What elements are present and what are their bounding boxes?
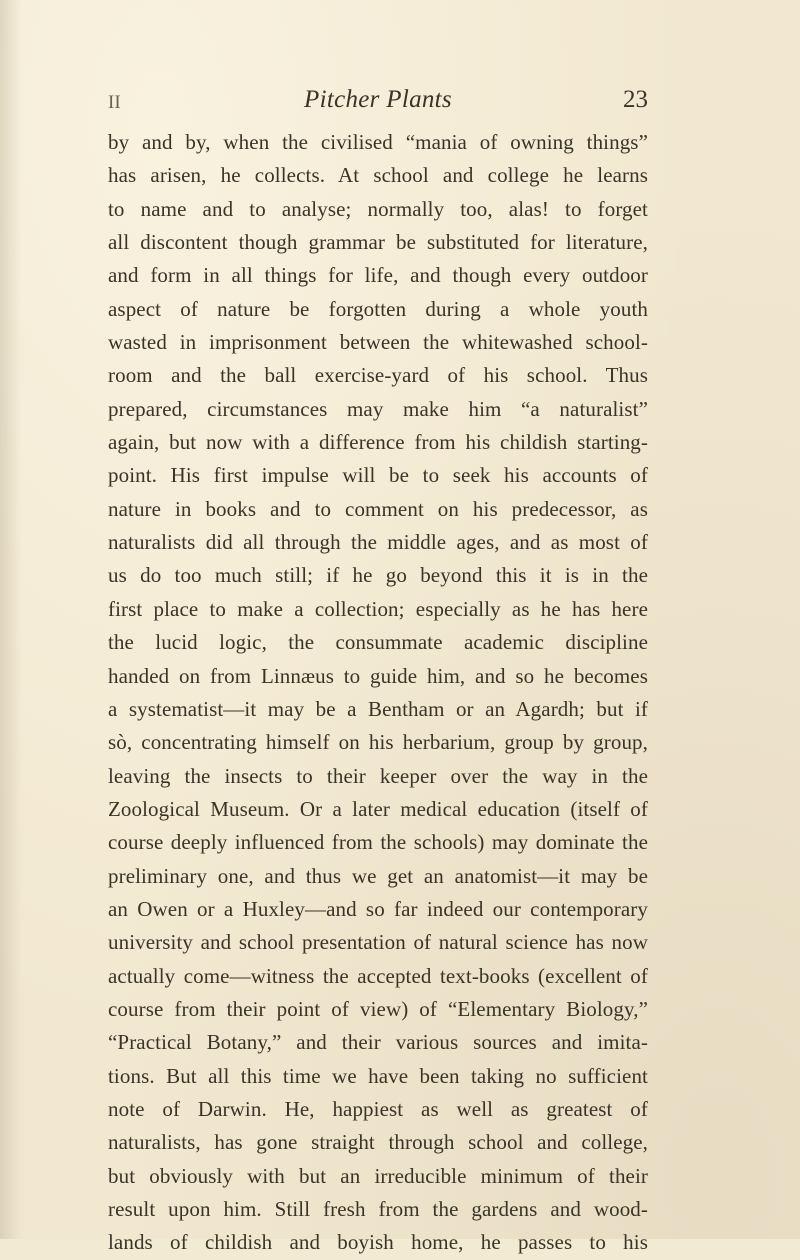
text-line: a systematist—it may be a Bentham or an Agardh; but if <box>108 696 648 721</box>
text-line: the lucid logic, the consummate academic discipline <box>108 630 648 655</box>
text-line: course from their point of view) of “Elementary Biology,” <box>108 996 648 1021</box>
text-line: all discontent though grammar be substituted for literature, <box>108 230 648 255</box>
text-line: university and school presentation of natural science has now <box>108 930 648 955</box>
text-line: sò, concentrating himself on his herbarium, group by group, <box>108 730 648 755</box>
text-line: Zoological Museum. Or a later medical education (itself of <box>108 796 648 821</box>
text-line: nature in books and to comment on his predecessor, as <box>108 496 648 521</box>
text-line: “Practical Botany,” and their various sources and imita- <box>108 1030 648 1055</box>
text-line: tions. But all this time we have been taking no sufficient <box>108 1063 648 1088</box>
text-line: us do too much still; if he go beyond this it is in the <box>108 563 648 588</box>
text-line: naturalists, has gone straight through school and college, <box>108 1130 648 1155</box>
text-line: actually come—witness the accepted text-books (excellent of <box>108 963 648 988</box>
text-line: prepared, circumstances may make him “a naturalist” <box>108 396 648 421</box>
text-line: has arisen, he collects. At school and college he learns <box>108 163 648 188</box>
text-line: aspect of nature be forgotten during a whole youth <box>108 296 648 321</box>
page-gutter-shadow <box>0 0 22 1239</box>
text-line: course deeply influenced from the schools) may dominate the <box>108 830 648 855</box>
text-line: by and by, when the civilised “mania of owning things” <box>108 130 648 154</box>
text-line: handed on from Linnæus to guide him, and so he becomes <box>108 663 648 688</box>
body-text <box>108 126 648 1260</box>
text-line: preliminary one, and thus we get an anatomist—it may be <box>108 863 648 888</box>
text-line: room and the ball exercise-yard of his school. Thus <box>108 363 648 388</box>
text-line: an Owen or a Huxley—and so far indeed our contemporary <box>108 896 648 921</box>
running-title: Pitcher Plants <box>304 86 452 113</box>
text-line: and form in all things for life, and though every outdoor <box>108 263 648 288</box>
text-line: again, but now with a difference from his childish starting- <box>108 430 648 455</box>
text-line: note of Darwin. He, happiest as well as greatest of <box>108 1096 648 1121</box>
running-header <box>108 86 648 120</box>
text-line: result upon him. Still fresh from the gardens and wood- <box>108 1197 648 1221</box>
text-line: lands of childish and boyish home, he passes to his <box>108 1230 648 1255</box>
text-line: point. His first impulse will be to seek his accounts of <box>108 463 648 488</box>
text-line: first place to make a collection; especially as he has here <box>108 596 648 621</box>
signature-mark: II <box>108 92 121 113</box>
page-number: 23 <box>623 86 648 113</box>
text-line: naturalists did all through the middle ages, and as most of <box>108 530 648 555</box>
text-line: wasted in imprisonment between the whitewashed school- <box>108 330 648 355</box>
text-line: to name and to analyse; normally too, alas! to forget <box>108 196 648 221</box>
text-line: leaving the insects to their keeper over the way in the <box>108 763 648 788</box>
text-line: but obviously with but an irreducible minimum of their <box>108 1163 648 1188</box>
